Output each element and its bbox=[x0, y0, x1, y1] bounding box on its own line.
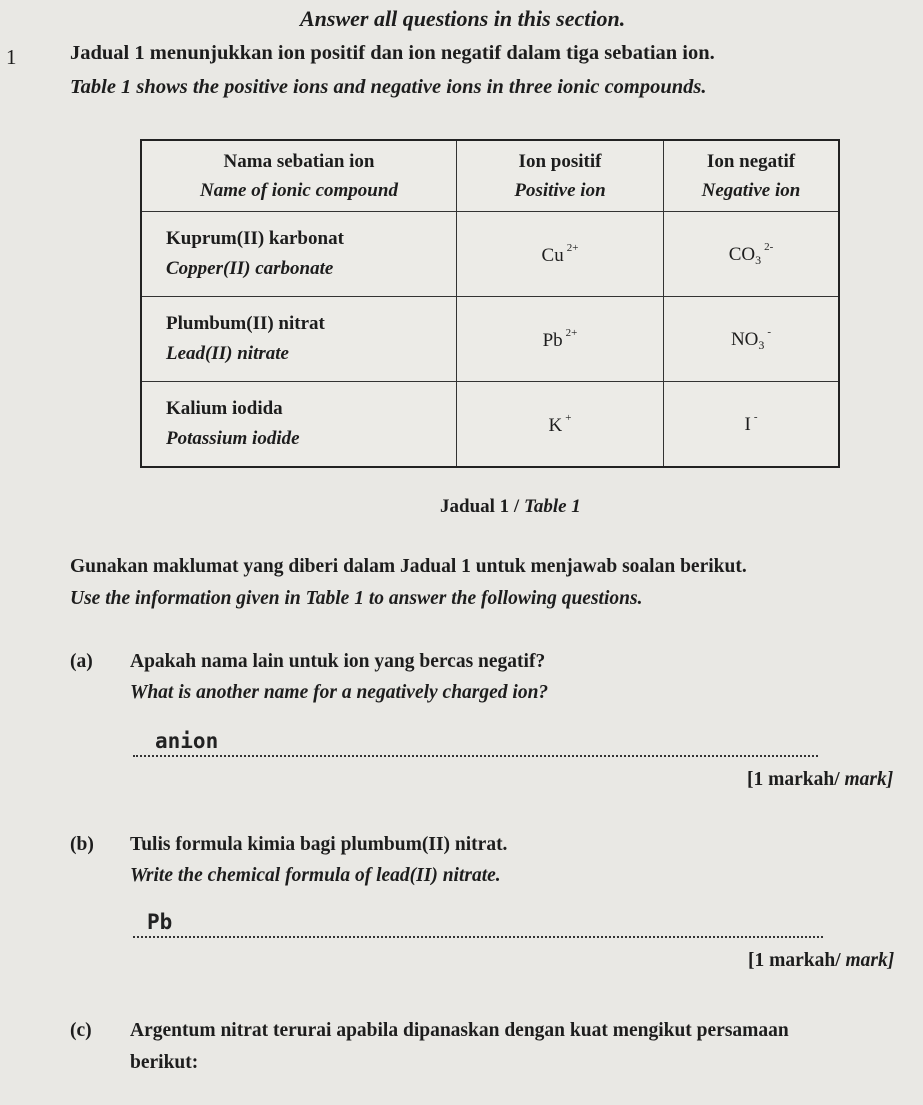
negative-ion-charge: 2- bbox=[764, 240, 774, 253]
question-number: 1 bbox=[6, 45, 17, 69]
header-positive-en: Positive ion bbox=[514, 180, 606, 201]
positive-ion-cell bbox=[457, 382, 664, 468]
compound-name-cell bbox=[141, 212, 457, 297]
positive-ion-symbol: Cu bbox=[541, 244, 564, 266]
part-a-label: (a) bbox=[70, 651, 93, 672]
compound-name-ms: Kuprum(II) karbonat bbox=[166, 228, 344, 249]
compound-name-cell bbox=[141, 297, 457, 382]
part-c-label: (c) bbox=[70, 1020, 92, 1041]
header-negative-en: Negative ion bbox=[701, 180, 801, 201]
negative-ion-symbol: NO bbox=[730, 328, 759, 350]
positive-ion-cell bbox=[457, 297, 664, 382]
compound-name-ms: Kalium iodida bbox=[166, 398, 283, 419]
part-c-question-line2: berikut: bbox=[130, 1052, 199, 1073]
compound-name-en: Potassium iodide bbox=[166, 428, 300, 449]
part-a-question-ms: Apakah nama lain untuk ion yang bercas negatif? bbox=[130, 651, 546, 672]
instruction-malay: Gunakan maklumat yang diberi dalam Jadual 1 untuk menjawab soalan berikut. bbox=[70, 556, 747, 577]
part-b-question-en: Write the chemical formula of lead(II) nitrate. bbox=[130, 865, 501, 886]
negative-ion-subscript: 3 bbox=[758, 337, 765, 352]
part-a-marks-en: mark] bbox=[844, 769, 894, 790]
part-a-answer-line bbox=[133, 755, 818, 757]
positive-ion-charge: + bbox=[565, 411, 572, 424]
table-header-row bbox=[141, 140, 839, 212]
part-a-marks bbox=[747, 769, 893, 791]
negative-ion-cell bbox=[664, 297, 840, 382]
positive-ion-charge: 2+ bbox=[566, 241, 579, 254]
part-b-answer-line bbox=[133, 936, 823, 938]
part-b-answer[interactable]: Pb bbox=[147, 910, 173, 934]
negative-ion-cell bbox=[664, 212, 840, 297]
compound-name-ms: Plumbum(II) nitrat bbox=[166, 313, 325, 334]
header-compound-ms: Nama sebatian ion bbox=[223, 151, 375, 172]
table-caption bbox=[440, 496, 581, 518]
section-header: Answer all questions in this section. bbox=[300, 6, 626, 31]
negative-ion-symbol: I bbox=[744, 413, 751, 435]
part-b-marks-ms: [1 markah/ bbox=[748, 950, 846, 971]
positive-ion-cell bbox=[457, 212, 664, 297]
header-negative-ion bbox=[664, 140, 840, 212]
negative-ion-charge: - bbox=[767, 325, 772, 338]
table-caption-en: Table 1 bbox=[523, 496, 581, 517]
positive-ion-charge: 2+ bbox=[565, 326, 578, 339]
part-a-marks-ms: [1 markah/ bbox=[747, 769, 845, 790]
header-compound bbox=[141, 140, 457, 212]
header-positive-ms: Ion positif bbox=[518, 151, 602, 172]
negative-ion-cell bbox=[664, 382, 840, 468]
part-b-marks-en: mark] bbox=[845, 950, 895, 971]
table-caption-ms: Jadual 1 / bbox=[440, 496, 524, 517]
positive-ion-symbol: Pb bbox=[542, 329, 563, 351]
question-intro-english: Table 1 shows the positive ions and negative ions in three ionic compounds. bbox=[70, 76, 707, 98]
part-b-question-ms: Tulis formula kimia bagi plumbum(II) nitrat. bbox=[130, 834, 508, 855]
compound-name-en: Copper(II) carbonate bbox=[166, 258, 334, 279]
negative-ion-charge: - bbox=[753, 410, 758, 423]
header-compound-en: Name of ionic compound bbox=[200, 180, 398, 201]
negative-ion-symbol: CO bbox=[728, 243, 756, 265]
table-row bbox=[141, 297, 839, 382]
part-b-label: (b) bbox=[70, 834, 94, 855]
table-row bbox=[141, 212, 839, 297]
part-a-answer[interactable]: anion bbox=[155, 729, 219, 753]
part-c-question-line1: Argentum nitrat terurai apabila dipanaskan dengan kuat mengikut persamaan bbox=[130, 1020, 789, 1041]
table-row bbox=[141, 382, 839, 468]
negative-ion-subscript: 3 bbox=[755, 252, 762, 267]
header-positive-ion bbox=[457, 140, 664, 212]
ionic-compounds-table bbox=[140, 139, 840, 468]
positive-ion-symbol: K bbox=[548, 414, 563, 436]
compound-name-en: Lead(II) nitrate bbox=[166, 343, 289, 364]
part-a-question-en: What is another name for a negatively charged ion? bbox=[130, 682, 549, 703]
part-b-marks bbox=[748, 950, 894, 972]
instruction-english: Use the information given in Table 1 to answer the following questions. bbox=[70, 588, 643, 609]
header-negative-ms: Ion negatif bbox=[706, 151, 796, 172]
compound-name-cell bbox=[141, 382, 457, 468]
question-intro-malay: Jadual 1 menunjukkan ion positif dan ion negatif dalam tiga sebatian ion. bbox=[70, 42, 715, 64]
